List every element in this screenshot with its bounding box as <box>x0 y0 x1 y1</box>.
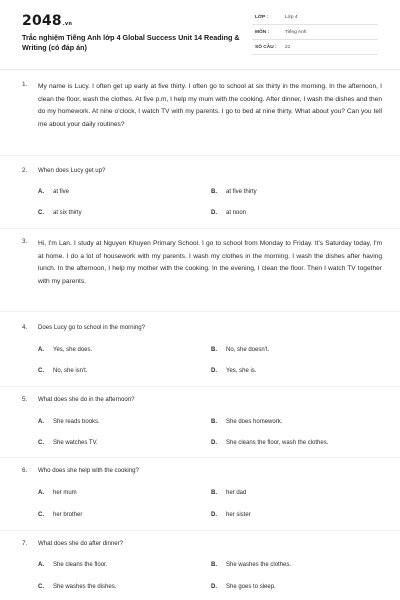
item-divider <box>0 530 400 531</box>
option-a[interactable] <box>38 562 107 568</box>
site-logo[interactable] <box>22 13 72 29</box>
passage-3 <box>22 238 380 303</box>
option-text: at five thirty <box>226 189 257 195</box>
option-text: She washes the clothes. <box>226 562 292 568</box>
option-text: She does homework. <box>226 419 283 425</box>
option-c[interactable] <box>38 440 98 446</box>
item-divider <box>0 311 400 312</box>
option-b[interactable] <box>211 490 246 496</box>
option-text: She reads books. <box>53 419 100 425</box>
meta-subject <box>252 27 378 40</box>
meta-label: MÔN : <box>255 30 270 35</box>
meta-value: Tiếng Anh <box>285 30 307 35</box>
option-text: at five <box>53 189 70 195</box>
option-letter: A. <box>38 419 44 425</box>
option-text: She goes to sleep. <box>226 584 276 590</box>
option-text: her brother <box>53 512 83 518</box>
option-letter: B. <box>211 347 217 353</box>
meta-label: SỐ CÂU : <box>255 45 277 50</box>
option-c[interactable] <box>38 368 88 374</box>
page-title: Trắc nghiệm Tiếng Anh lớp 4 Global Success Unit 14 Reading & Writing (có đáp án) <box>22 33 240 52</box>
question-text: What does she do after dinner? <box>38 540 124 547</box>
option-c[interactable] <box>38 584 116 590</box>
page-header <box>0 0 400 70</box>
option-letter: B. <box>211 490 217 496</box>
option-letter: C. <box>38 210 44 216</box>
option-d[interactable] <box>211 584 276 590</box>
option-text: her sister <box>226 512 251 518</box>
item-number: 7. <box>22 540 28 547</box>
option-text: No, she doesn't. <box>226 347 270 353</box>
meta-question-count <box>252 42 378 55</box>
option-a[interactable] <box>38 490 77 496</box>
option-letter: C. <box>38 584 44 590</box>
option-b[interactable] <box>211 189 257 195</box>
option-a[interactable] <box>38 419 100 425</box>
item-number: 5. <box>22 396 28 403</box>
item-divider <box>0 386 400 387</box>
question-text: Does Lucy go to school in the morning? <box>38 324 146 331</box>
option-text: at six thirty <box>53 210 82 216</box>
item-number: 4. <box>22 324 28 331</box>
option-letter: A. <box>38 490 44 496</box>
option-c[interactable] <box>38 512 82 518</box>
option-letter: B. <box>211 562 217 568</box>
item-number: 3. <box>22 238 28 245</box>
option-a[interactable] <box>38 189 69 195</box>
meta-grade <box>252 12 378 25</box>
passage-1 <box>22 81 380 151</box>
item-number: 6. <box>22 467 28 474</box>
option-letter: A. <box>38 347 44 353</box>
option-letter: D. <box>211 512 217 518</box>
meta-value: Lớp 4 <box>285 15 298 20</box>
option-letter: D. <box>211 584 217 590</box>
item-divider <box>0 228 400 229</box>
option-text: She cleans the floor, wash the clothes. <box>226 440 329 446</box>
option-text: She watches TV. <box>53 440 98 446</box>
item-divider <box>0 457 400 458</box>
item-number: 1. <box>22 81 28 88</box>
question-text: Who does she help with the cooking? <box>38 467 139 474</box>
option-letter: D. <box>211 440 217 446</box>
option-letter: B. <box>211 189 217 195</box>
question-text: When does Lucy get up? <box>38 167 106 174</box>
meta-label: LỚP : <box>255 15 269 20</box>
meta-value: 21 <box>285 45 291 50</box>
option-letter: A. <box>38 562 44 568</box>
option-letter: C. <box>38 368 44 374</box>
option-text: at noon <box>226 210 247 216</box>
option-a[interactable] <box>38 347 92 353</box>
option-d[interactable] <box>211 368 256 374</box>
logo-suffix: .vn <box>62 21 73 27</box>
option-b[interactable] <box>211 347 269 353</box>
option-text: Yes, she is. <box>226 368 257 374</box>
passage-text: My name is Lucy. I often get up early at five thirty. I often go to school at six thirty in the morning. In the afternoon, I clean the floor, wash the clothes. At five p.m, I help my mum with the cooking. After dinner, I wash the dishes and then do my homework. At nine o'clock, I watch TV with my parents. I go to bed at nine thirty. What about you? Can you tell me about your daily routines? <box>38 83 382 128</box>
option-text: No, she isn't. <box>53 368 88 374</box>
option-text: She cleans the floor. <box>53 562 108 568</box>
question-text: What does she do in the afternoon? <box>38 396 135 403</box>
item-number: 2. <box>22 167 28 174</box>
option-b[interactable] <box>211 562 291 568</box>
option-letter: C. <box>38 440 44 446</box>
option-b[interactable] <box>211 419 282 425</box>
item-divider <box>0 155 400 156</box>
option-text: She washes the dishes. <box>53 584 117 590</box>
option-letter: B. <box>211 419 217 425</box>
option-letter: D. <box>211 210 217 216</box>
option-d[interactable] <box>211 210 246 216</box>
option-text: Yes, she does. <box>53 347 93 353</box>
option-letter: C. <box>38 512 44 518</box>
header-divider <box>0 69 400 70</box>
option-letter: D. <box>211 368 217 374</box>
option-d[interactable] <box>211 440 328 446</box>
logo-text: 2048 <box>22 13 62 29</box>
option-text: her dad <box>226 490 247 496</box>
option-text: her mum <box>53 490 77 496</box>
option-letter: A. <box>38 189 44 195</box>
option-c[interactable] <box>38 210 82 216</box>
passage-text: Hi, I'm Lan. I study at Nguyen Khuyen Primary School. I go to school from Monday to Friday. It's Saturday today, I'm at home. I do a lot of housework with my parents. I wash my clothes in the morning. I wash the dishes after having lunch. In the afternoon, I help my mother with the cooking. In the evening, I clean the floor. Then I watch TV together with my parents. <box>38 240 382 285</box>
option-d[interactable] <box>211 512 251 518</box>
